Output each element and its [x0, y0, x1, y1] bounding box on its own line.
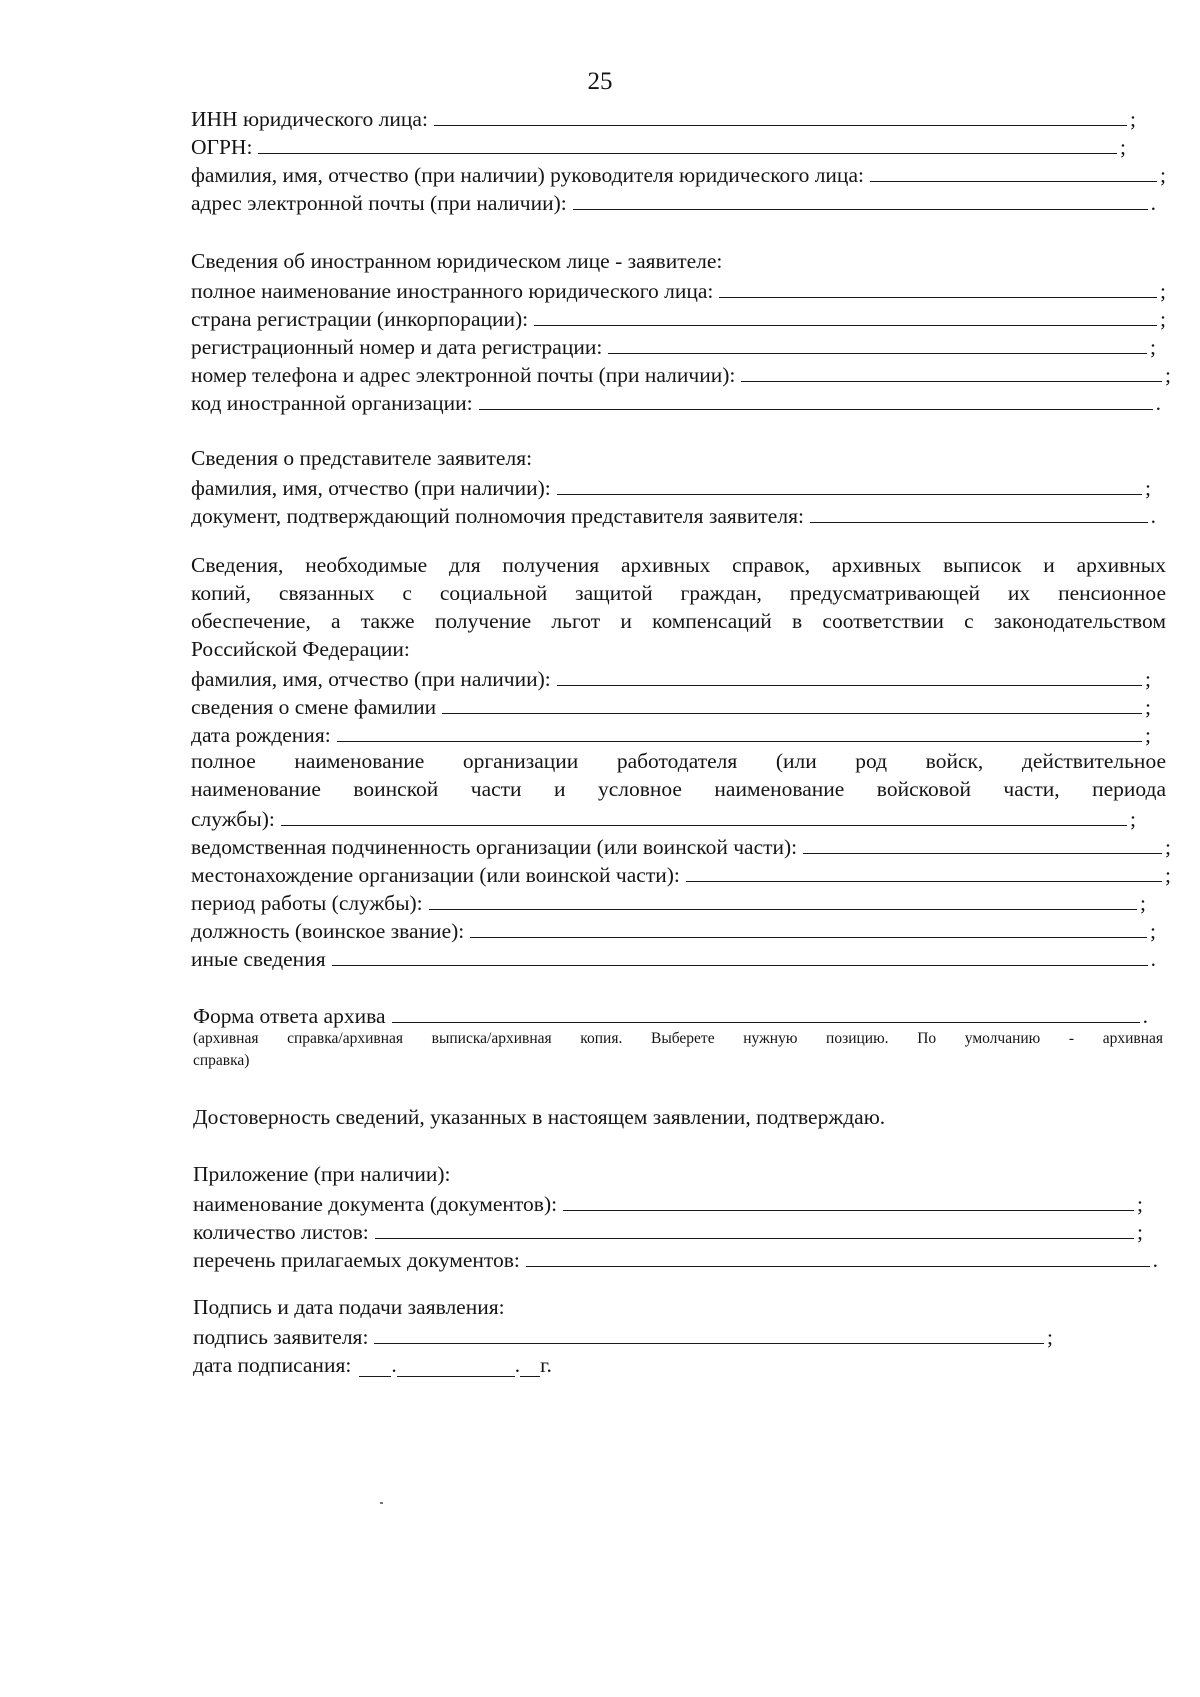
citizen-fio-row: фамилия, имя, отчество (при наличии): ; — [191, 667, 1151, 691]
response-form-field[interactable] — [392, 1022, 1140, 1023]
attachments-section — [193, 1160, 1158, 1272]
email-row: адрес электронной почты (при наличии): . — [191, 191, 1156, 215]
ogrn-field[interactable] — [258, 153, 1117, 154]
birth-date-field[interactable] — [337, 741, 1142, 742]
email-field[interactable] — [573, 209, 1148, 210]
archive-intro-line: обеспечение, а также получение льгот и компенсаций в соответствии с законодательством — [191, 609, 1166, 633]
signature-heading: Подпись и дата подачи заявления: — [193, 1295, 505, 1319]
other-info-field[interactable] — [332, 965, 1148, 966]
response-form-row: Форма ответа архива . — [193, 1004, 1148, 1028]
response-form-note: (архивная справка/архивная выписка/архивная копия. Выберете нужную позицию. По умолчанию - архивная — [193, 1030, 1163, 1047]
archive-field-row: должность (воинское звание): ; — [191, 919, 1156, 943]
citizen-fio-field[interactable] — [557, 685, 1142, 686]
position-field[interactable] — [470, 937, 1147, 938]
page-number: 25 — [587, 68, 613, 95]
inn-label: ИНН юридического лица: — [191, 107, 428, 131]
email-label: адрес электронной почты (при наличии): — [191, 191, 567, 215]
foreign-entity-section — [191, 247, 1171, 415]
attachment-field-row: количество листов: ; — [193, 1220, 1143, 1244]
head-label: фамилия, имя, отчество (при наличии) руководителя юридического лица: — [191, 163, 864, 187]
representative-field-row: документ, подтверждающий полномочия представителя заявителя: . — [191, 504, 1156, 528]
ogrn-label: ОГРН: — [191, 135, 253, 159]
attachment-field-row: наименование документа (документов): ; — [193, 1192, 1143, 1216]
document-name-field[interactable] — [563, 1210, 1134, 1211]
representative-section — [191, 444, 1156, 528]
date-year-field[interactable] — [520, 1356, 540, 1377]
signature-section — [193, 1293, 1053, 1377]
archive-field-row: ведомственная подчиненность организации (или воинской части): ; — [191, 835, 1171, 859]
employer-row: службы): ; — [191, 807, 1136, 831]
archive-intro-line: копий, связанных с социальной защитой граждан, предусматривающей их пенсионное — [191, 581, 1166, 605]
attachment-field-row: перечень прилагаемых документов: . — [193, 1248, 1158, 1272]
registration-number-field[interactable] — [608, 353, 1147, 354]
foreign-field-row: код иностранной организации: . — [191, 391, 1161, 415]
confirmation-section — [193, 1103, 1163, 1131]
inn-field[interactable] — [434, 125, 1127, 126]
archive-intro-line: Российской Федерации: — [191, 637, 410, 661]
date-day-field[interactable] — [359, 1356, 391, 1377]
archive-field-row: местонахождение организации (или воинской части): ; — [191, 863, 1171, 887]
response-form-section — [193, 1000, 1163, 1072]
surname-change-field[interactable] — [442, 713, 1142, 714]
attachments-list-field[interactable] — [526, 1266, 1150, 1267]
work-period-field[interactable] — [429, 909, 1137, 910]
response-form-note: справка) — [193, 1052, 250, 1069]
signature-field[interactable] — [374, 1343, 1044, 1344]
authority-document-field[interactable] — [810, 522, 1148, 523]
employer-line: полное наименование организации работодателя (или род войск, действительное — [191, 749, 1166, 773]
inn-row: ИНН юридического лица: ; — [191, 107, 1136, 131]
scan-speck — [380, 1502, 383, 1504]
representative-field-row: фамилия, имя, отчество (при наличии): ; — [191, 476, 1151, 500]
foreign-field-row: страна регистрации (инкорпорации): ; — [191, 307, 1166, 331]
representative-fio-field[interactable] — [557, 494, 1142, 495]
confirmation-text: Достоверность сведений, указанных в настоящем заявлении, подтверждаю. — [193, 1105, 886, 1129]
employer-field[interactable] — [281, 825, 1127, 826]
phone-email-field[interactable] — [741, 381, 1162, 382]
foreign-field-row: номер телефона и адрес электронной почты (при наличии): ; — [191, 363, 1171, 387]
attachments-heading: Приложение (при наличии): — [193, 1162, 451, 1186]
foreign-field-row: полное наименование иностранного юридического лица: ; — [191, 279, 1166, 303]
ogrn-row: ОГРН: ; — [191, 135, 1126, 159]
subordination-field[interactable] — [803, 853, 1162, 854]
surname-change-row: сведения о смене фамилии ; — [191, 695, 1151, 719]
location-field[interactable] — [686, 881, 1162, 882]
response-form-label: Форма ответа архива — [193, 1004, 386, 1028]
archive-intro-line: Сведения, необходимые для получения архивных справок, архивных выписок и архивных — [191, 553, 1166, 577]
signature-row: подпись заявителя: ; — [193, 1325, 1053, 1349]
archive-field-row: иные сведения . — [191, 947, 1156, 971]
date-month-field[interactable] — [397, 1356, 515, 1377]
registration-country-field[interactable] — [534, 325, 1157, 326]
foreign-entity-heading: Сведения об иностранном юридическом лице - заявителе: — [191, 249, 723, 273]
head-field[interactable] — [870, 181, 1157, 182]
foreign-field-row: регистрационный номер и дата регистрации: ; — [191, 335, 1156, 359]
birth-date-row: дата рождения: ; — [191, 723, 1151, 747]
foreign-name-field[interactable] — [719, 297, 1157, 298]
archive-field-row: период работы (службы): ; — [191, 891, 1146, 915]
representative-heading: Сведения о представителе заявителя: — [191, 446, 533, 470]
sheet-count-field[interactable] — [375, 1238, 1134, 1239]
head-row: фамилия, имя, отчество (при наличии) руководителя юридического лица: ; — [191, 163, 1166, 187]
employer-line: наименование воинской части и условное наименование войсковой части, периода — [191, 777, 1166, 801]
legal-entity-section — [191, 103, 1166, 215]
archive-info-section — [191, 551, 1171, 971]
signing-date-row: дата подписания: . . г. — [193, 1353, 552, 1377]
foreign-org-code-field[interactable] — [479, 409, 1153, 410]
